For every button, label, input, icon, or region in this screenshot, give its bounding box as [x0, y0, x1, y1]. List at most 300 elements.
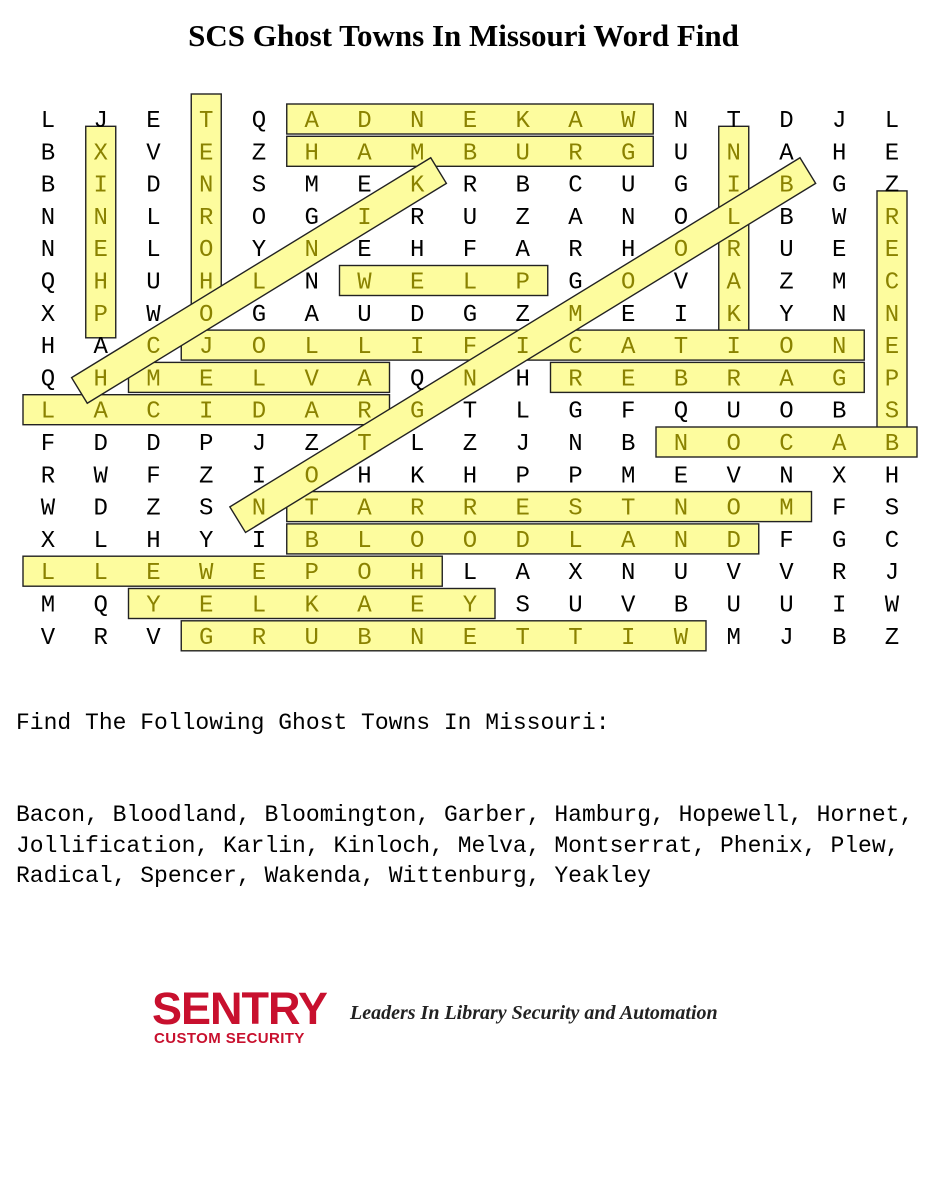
grid-letter: O — [410, 527, 425, 555]
grid-letter: G — [251, 301, 267, 329]
grid-letter: A — [726, 269, 741, 297]
grid-letter: B — [462, 140, 478, 168]
grid-letter: R — [832, 560, 847, 588]
grid-letter: I — [410, 334, 425, 362]
grid-letter: C — [146, 398, 161, 426]
grid-letter: X — [93, 140, 108, 168]
grid-letter: W — [93, 463, 108, 491]
tagline: Leaders In Library Security and Automation — [350, 1002, 718, 1024]
logo-brand-text: SENTRY — [152, 983, 327, 1034]
grid-letter: R — [462, 172, 478, 200]
grid-letter: X — [40, 301, 56, 329]
grid-letter: E — [884, 334, 900, 362]
grid-letter: T — [462, 398, 478, 426]
grid-letter: H — [93, 269, 108, 297]
grid-letter: U — [515, 140, 530, 168]
grid-letter: L — [515, 398, 530, 426]
highlight-garber — [551, 362, 865, 392]
word-list — [16, 800, 916, 892]
grid-letter: V — [726, 463, 741, 491]
grid-letter: F — [146, 463, 161, 491]
grid-letter: N — [673, 108, 689, 135]
grid-letter: O — [673, 204, 689, 232]
grid-letter: W — [357, 269, 372, 297]
word-list-item: Radical, — [16, 863, 127, 889]
grid-letter: I — [199, 398, 214, 426]
grid-letter: N — [832, 334, 847, 362]
grid-letter: S — [199, 495, 214, 523]
grid-letter: A — [621, 527, 636, 555]
grid-letter: H — [410, 560, 425, 588]
grid-letter: H — [884, 463, 900, 491]
grid-letter: H — [410, 237, 425, 265]
grid-letter: R — [568, 366, 583, 394]
grid-letter: T — [304, 495, 319, 523]
grid-letter: K — [726, 301, 741, 329]
word-list-item: Bloodland, — [112, 802, 251, 828]
grid-letter: D — [357, 108, 372, 135]
grid-letter: L — [726, 204, 741, 232]
grid-letter: G — [568, 269, 583, 297]
grid-letter: B — [673, 592, 689, 620]
grid-letter: Y — [462, 592, 478, 620]
grid-letter: G — [568, 398, 583, 426]
grid-letter: H — [832, 140, 847, 168]
grid-letter: D — [146, 172, 161, 200]
grid-letter: E — [621, 301, 636, 329]
grid-letter: D — [93, 431, 108, 458]
grid-letter: Q — [93, 592, 108, 620]
grid-letter: K — [515, 108, 530, 135]
grid-letter: Y — [199, 527, 214, 555]
grid-letter: E — [884, 140, 900, 168]
word-list-item: Melva, — [457, 832, 541, 859]
grid-letter: E — [884, 237, 900, 265]
grid-letter: N — [199, 172, 214, 200]
grid-letter: A — [93, 398, 108, 426]
grid-letter: M — [621, 463, 636, 491]
grid-letter: Q — [410, 366, 425, 394]
grid-letter: B — [673, 366, 689, 394]
grid-letter: D — [251, 398, 267, 426]
grid-letter: R — [568, 237, 583, 265]
grid-letter: E — [199, 592, 214, 620]
grid-letter: I — [621, 624, 636, 652]
grid-letter: J — [515, 431, 530, 458]
grid-letter: L — [568, 527, 583, 555]
grid-letter: F — [462, 334, 478, 362]
grid-letter: R — [357, 398, 372, 426]
word-list-item: Wakenda, — [264, 863, 375, 889]
grid-letter: J — [884, 560, 900, 588]
grid-letter: E — [146, 560, 161, 588]
grid-letter: G — [832, 527, 847, 555]
grid-letter: G — [199, 624, 214, 652]
grid-letter: U — [673, 560, 689, 588]
word-list-item: Hamburg, — [554, 802, 665, 828]
grid-letter: I — [515, 334, 530, 362]
grid-letter: I — [357, 204, 372, 232]
grid-letter: P — [93, 301, 108, 329]
grid-letter: R — [93, 624, 108, 652]
word-list-item: Karlin, — [223, 832, 320, 859]
grid-letter: C — [568, 172, 583, 200]
grid-letter: D — [515, 527, 530, 555]
grid-letter: M — [832, 269, 847, 297]
highlight-hopewell — [23, 556, 442, 586]
grid-letter: A — [304, 301, 319, 329]
grid-letter: A — [779, 366, 794, 394]
grid-letter: T — [199, 108, 214, 135]
grid-letter: E — [199, 366, 214, 394]
grid-letter: Q — [40, 366, 56, 394]
grid-letter: B — [779, 204, 794, 232]
grid-letter: N — [40, 204, 56, 232]
grid-letter: Z — [462, 431, 478, 458]
grid-letter: A — [304, 108, 319, 135]
grid-letter: E — [357, 237, 372, 265]
grid-letter: P — [199, 431, 214, 458]
grid-letter: U — [726, 398, 741, 426]
grid-letter: A — [357, 495, 372, 523]
grid-letter: T — [357, 431, 372, 458]
grid-letter: V — [304, 366, 319, 394]
grid-letter: I — [93, 172, 108, 200]
grid-letter: A — [621, 334, 636, 362]
grid-letter: H — [146, 527, 161, 555]
grid-letter: V — [146, 624, 161, 652]
grid-letter: L — [40, 398, 56, 426]
grid-letter: P — [515, 269, 530, 297]
grid-letter: K — [410, 463, 425, 491]
grid-letter: G — [304, 204, 319, 232]
word-list-item: Phenix, — [720, 832, 817, 859]
grid-letter: U — [357, 301, 372, 329]
grid-letter: O — [304, 463, 319, 491]
grid-letter: J — [199, 334, 214, 362]
grid-letter: E — [410, 592, 425, 620]
grid-letter: N — [726, 140, 741, 168]
grid-letter: J — [251, 431, 267, 458]
grid-letter: E — [357, 172, 372, 200]
grid-letter: B — [779, 172, 794, 200]
grid-letter: U — [779, 237, 794, 265]
grid-letter: O — [199, 301, 214, 329]
grid-letter: T — [673, 334, 689, 362]
word-list-item: Plew, — [830, 832, 900, 859]
grid-letter: E — [146, 108, 161, 135]
word-list-item: Kinloch, — [333, 832, 444, 859]
grid-letter: D — [146, 431, 161, 458]
grid-letter: L — [251, 269, 267, 297]
grid-letter: N — [832, 301, 847, 329]
grid-letter: Q — [251, 108, 267, 135]
grid-letter: B — [621, 431, 636, 458]
grid-letter: T — [568, 624, 583, 652]
grid-letter: W — [40, 495, 56, 523]
grid-letter: C — [568, 334, 583, 362]
grid-letter: B — [304, 527, 319, 555]
grid-letter: S — [884, 398, 900, 426]
grid-letter: E — [93, 237, 108, 265]
grid-letter: D — [93, 495, 108, 523]
grid-letter: C — [779, 431, 794, 458]
grid-letter: N — [621, 560, 636, 588]
grid-letter: H — [621, 237, 636, 265]
grid-letter: D — [726, 527, 741, 555]
instructions-heading: Find The Following Ghost Towns In Missouri: — [16, 710, 610, 736]
grid-letter: N — [884, 301, 900, 329]
word-list-item: Bacon, — [16, 802, 99, 828]
grid-letter: L — [304, 334, 319, 362]
grid-letter: B — [515, 172, 530, 200]
grid-letter: G — [462, 301, 478, 329]
grid-letter: T — [515, 624, 530, 652]
grid-letter: U — [779, 592, 794, 620]
grid-letter: A — [515, 560, 530, 588]
grid-letter: M — [40, 592, 56, 620]
grid-letter: M — [568, 301, 583, 329]
grid-letter: N — [410, 624, 425, 652]
grid-letter: O — [673, 237, 689, 265]
grid-letter: B — [40, 140, 56, 168]
grid-letter: O — [726, 495, 741, 523]
grid-letter: H — [304, 140, 319, 168]
grid-letter: P — [884, 366, 900, 394]
grid-letter: E — [199, 140, 214, 168]
grid-letter: P — [515, 463, 530, 491]
sentry-logo — [152, 983, 327, 1047]
grid-letter: S — [251, 172, 267, 200]
word-list-item: Bloomington, — [264, 802, 431, 828]
grid-letter: S — [515, 592, 530, 620]
grid-letter: B — [40, 172, 56, 200]
grid-letter: O — [726, 431, 741, 458]
grid-letter: G — [832, 366, 847, 394]
grid-letter: H — [515, 366, 530, 394]
grid-letter: W — [673, 624, 689, 652]
grid-letter: H — [462, 463, 478, 491]
grid-letter: N — [251, 495, 267, 523]
grid-letter: L — [251, 592, 267, 620]
grid-letter: L — [884, 108, 900, 135]
grid-letter: A — [357, 366, 372, 394]
grid-letter: D — [410, 301, 425, 329]
grid-letter: I — [726, 172, 741, 200]
grid-letter: O — [621, 269, 636, 297]
grid-letter: C — [884, 527, 900, 555]
grid-letter: G — [673, 172, 689, 200]
grid-letter: A — [568, 108, 583, 135]
grid-letter: I — [251, 463, 267, 491]
grid-letter: A — [568, 204, 583, 232]
grid-letter: A — [832, 431, 847, 458]
grid-letter: L — [357, 334, 372, 362]
grid-letter: V — [673, 269, 689, 297]
grid-letter: O — [779, 398, 794, 426]
grid-letter: N — [304, 237, 319, 265]
grid-letter: Q — [673, 398, 689, 426]
grid-letter: N — [410, 108, 425, 135]
grid-letter: H — [199, 269, 214, 297]
grid-letter: K — [304, 592, 319, 620]
grid-letter: T — [726, 108, 741, 135]
grid-letter: J — [832, 108, 847, 135]
grid-letter: O — [357, 560, 372, 588]
grid-letter: R — [462, 495, 478, 523]
page-title: SCS Ghost Towns In Missouri Word Find — [188, 18, 739, 53]
grid-letter: L — [93, 560, 108, 588]
grid-letter: E — [251, 560, 267, 588]
grid-letter: H — [40, 334, 56, 362]
grid-letter: L — [462, 560, 478, 588]
grid-letter: A — [304, 398, 319, 426]
word-list-item: Hornet, — [816, 802, 914, 828]
grid-letter: R — [410, 204, 425, 232]
grid-letter: Z — [251, 140, 267, 168]
grid-letter: O — [251, 204, 267, 232]
grid-letter: N — [673, 431, 689, 458]
grid-letter: V — [621, 592, 636, 620]
grid-letter: N — [779, 463, 794, 491]
grid-letter: L — [357, 527, 372, 555]
word-list-item: Yeakley — [554, 863, 651, 889]
grid-letter: Z — [884, 172, 900, 200]
grid-letter: B — [832, 624, 847, 652]
grid-letter: W — [884, 592, 900, 620]
word-list-item: Montserrat, — [554, 832, 707, 859]
grid-letter: X — [40, 527, 56, 555]
grid-letter: Y — [779, 301, 794, 329]
grid-letter: O — [251, 334, 267, 362]
grid-letter: P — [568, 463, 583, 491]
grid-letter: X — [832, 463, 847, 491]
word-list-item: Garber, — [443, 802, 541, 828]
grid-letter: U — [146, 269, 161, 297]
grid-letter: Z — [515, 204, 530, 232]
grid-letter: P — [304, 560, 319, 588]
grid-letter: I — [832, 592, 847, 620]
grid-letter: O — [779, 334, 794, 362]
grid-letter: A — [779, 140, 794, 168]
grid-letter: U — [568, 592, 583, 620]
grid-letter: W — [832, 204, 847, 232]
grid-letter: L — [40, 108, 56, 135]
grid-letter: Z — [199, 463, 214, 491]
grid-letter: A — [357, 140, 372, 168]
grid-letter: Z — [304, 431, 319, 458]
grid-letter: N — [40, 237, 56, 265]
grid-letter: M — [779, 495, 794, 523]
grid-letter: N — [673, 495, 689, 523]
grid-letter: N — [304, 269, 319, 297]
grid-letter: R — [568, 140, 583, 168]
grid-letter: L — [93, 527, 108, 555]
grid-letter: J — [93, 108, 108, 135]
grid-letter: V — [779, 560, 794, 588]
grid-letter: N — [462, 366, 478, 394]
word-list-item: Spencer, — [140, 863, 251, 889]
grid-letter: L — [146, 204, 161, 232]
grid-letter: H — [93, 366, 108, 394]
grid-letter: M — [146, 366, 161, 394]
grid-letter: R — [40, 463, 56, 491]
grid-letter: T — [621, 495, 636, 523]
grid-letter: U — [304, 624, 319, 652]
grid-letter: F — [779, 527, 794, 555]
grid-letter: W — [621, 108, 636, 135]
grid-letter: E — [462, 108, 478, 135]
grid-letter: H — [357, 463, 372, 491]
grid-letter: F — [40, 431, 56, 458]
grid-letter: V — [726, 560, 741, 588]
word-list-item: Hopewell, — [678, 802, 803, 828]
grid-letter: E — [410, 269, 425, 297]
grid-letter: F — [462, 237, 478, 265]
grid-letter: R — [726, 366, 741, 394]
grid-letter: E — [515, 495, 530, 523]
grid-letter: M — [726, 624, 741, 652]
grid-letter: M — [410, 140, 425, 168]
grid-letter: L — [40, 560, 56, 588]
grid-letter: L — [251, 366, 267, 394]
grid-letter: B — [357, 624, 372, 652]
grid-letter: B — [832, 398, 847, 426]
grid-letter: U — [462, 204, 478, 232]
grid-letter: E — [832, 237, 847, 265]
grid-letter: L — [462, 269, 478, 297]
grid-letter: F — [621, 398, 636, 426]
grid-letter: U — [673, 140, 689, 168]
grid-letter: W — [199, 560, 214, 588]
grid-letter: Q — [40, 269, 56, 297]
grid-letter: G — [621, 140, 636, 168]
grid-letter: R — [410, 495, 425, 523]
grid-letter: N — [93, 204, 108, 232]
grid-letter: Y — [251, 237, 267, 265]
word-list-item: Jollification, — [16, 832, 210, 859]
grid-letter: F — [832, 495, 847, 523]
grid-letter: W — [146, 301, 161, 329]
grid-letter: U — [726, 592, 741, 620]
grid-letter: O — [462, 527, 478, 555]
grid-letter: D — [779, 108, 794, 135]
grid-letter: Y — [146, 592, 161, 620]
grid-letter: A — [93, 334, 108, 362]
grid-letter: S — [568, 495, 583, 523]
grid-letter: R — [251, 624, 267, 652]
grid-letter: E — [621, 366, 636, 394]
grid-letter: E — [673, 463, 689, 491]
grid-letter: G — [410, 398, 425, 426]
grid-letter: J — [779, 624, 794, 652]
grid-letter: A — [515, 237, 530, 265]
grid-letter: E — [462, 624, 478, 652]
grid-letter: R — [884, 204, 900, 232]
grid-letter: N — [621, 204, 636, 232]
grid-letter: Z — [779, 269, 794, 297]
grid-letter: R — [199, 204, 214, 232]
grid-letter: N — [673, 527, 689, 555]
grid-letter: U — [621, 172, 636, 200]
grid-letter: B — [884, 431, 900, 458]
grid-letter: C — [884, 269, 900, 297]
grid-letter: M — [304, 172, 319, 200]
grid-letter: I — [673, 301, 689, 329]
grid-letter: K — [410, 172, 425, 200]
grid-letter: O — [199, 237, 214, 265]
grid-letter: I — [726, 334, 741, 362]
